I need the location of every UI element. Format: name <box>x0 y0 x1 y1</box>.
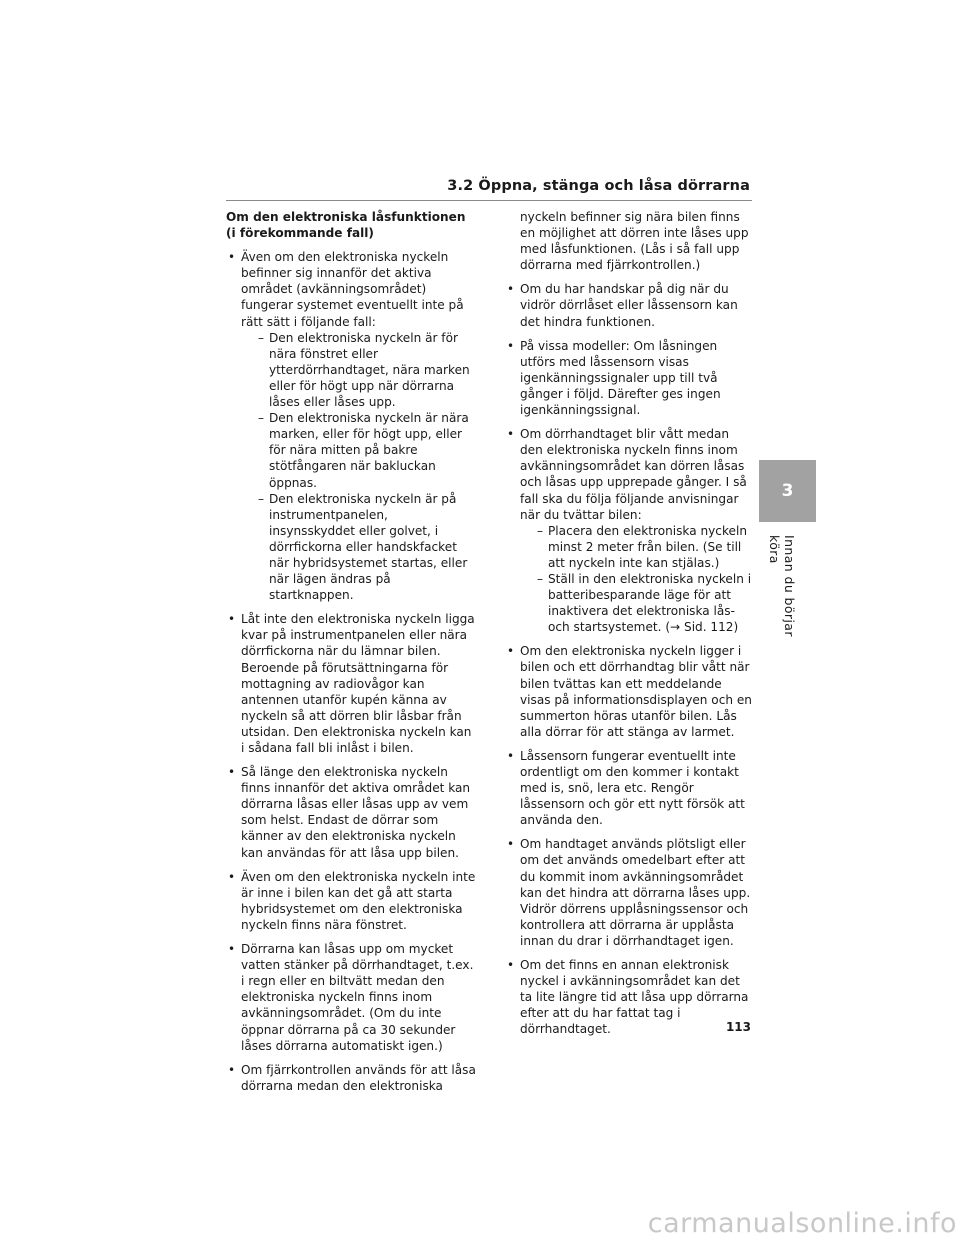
right-column <box>505 209 753 1046</box>
dash-icon: – <box>258 411 265 426</box>
list-item <box>226 764 476 861</box>
dash-icon: – <box>537 571 544 586</box>
sub-list-item <box>520 571 753 635</box>
left-column <box>226 209 476 1102</box>
bullet-icon: • <box>507 748 515 763</box>
list-item <box>226 1062 476 1094</box>
chapter-title: Innan du börjar köra <box>767 535 797 637</box>
sub-list-item-text: Den elektroniska nyckeln är för nära fönstret eller ytterdörrhandtaget, nära marken eller för högt upp när dörrarna låses eller låses upp. <box>269 330 470 410</box>
list-item-text: Även om den elektroniska nyckeln inte är inne i bilen kan det gå att starta hybridsystemet om den elektroniska nyckeln finns nära fönstret. <box>241 869 476 932</box>
list-item-text: Om det finns en annan elektronisk nyckel i avkänningsområdet kan det ta lite längre tid att låsa upp dörrarna efter att du har fattat tag i dörrhandtaget. <box>520 958 749 1037</box>
sub-list-item <box>241 491 476 604</box>
list-item <box>505 426 753 635</box>
list-item-continuation <box>505 209 753 273</box>
heading-line-2: (i förekommande fall) <box>226 226 374 241</box>
bullet-icon: • <box>228 765 236 780</box>
bullet-icon: • <box>507 427 515 442</box>
bullet-icon: • <box>228 612 236 627</box>
chapter-number-tab: 3 <box>759 460 816 522</box>
list-item-text: Så länge den elektroniska nyckeln finns innanför det aktiva området kan dörrarna låsas eller låsas upp av vem som helst. Endast de dörrar som känner av den elektroniska nyckeln kan användas för att låsa upp bilen. <box>241 765 471 860</box>
page-number: 113 <box>725 1020 751 1034</box>
dash-icon: – <box>537 523 544 538</box>
dash-icon: – <box>258 491 265 506</box>
list-item-text: Låssensorn fungerar eventuellt inte ordentligt om den kommer i kontakt med is, snö, lera etc. Rengör låssensorn och gör ett nytt försök att använda den. <box>520 748 745 828</box>
list-item-text: Om dörrhandtaget blir vått medan den elektroniska nyckeln finns inom avkänningsområdet kan dörren låsas och låsas upp upprepade gånger. I så fall ska du följa följande anvisningar när du tvättar bilen: <box>520 427 747 522</box>
list-item <box>505 281 753 329</box>
list-item <box>226 611 476 756</box>
list-item-text: Om fjärrkontrollen används för att låsa dörrarna medan den elektroniska <box>241 1062 476 1093</box>
list-item <box>226 249 476 603</box>
list-item <box>505 643 753 740</box>
bullet-icon: • <box>228 942 236 957</box>
sub-list-item <box>241 410 476 490</box>
bullet-icon: • <box>228 250 236 265</box>
list-item <box>226 869 476 933</box>
section-heading <box>226 209 476 241</box>
list-item <box>226 941 476 1054</box>
list-item-text: Om handtaget används plötsligt eller om det används omedelbart efter att du kommit inom avkänningsområdet kan det hindra att dörrarna låses upp. Vidrör dörrens upplåsningssensor och kontrollera att dörrarna är upplåsta innan du drar i dörrhandtaget igen. <box>520 837 751 948</box>
bullet-icon: • <box>228 1062 236 1077</box>
list-item-text: Om du har handskar på dig när du vidrör dörrlåset eller låssensorn kan det hindra funktionen. <box>520 282 738 329</box>
list-item <box>505 836 753 949</box>
watermark: carmanualsonline.info <box>647 1208 957 1239</box>
dash-icon: – <box>258 330 265 345</box>
sub-list-item-text: Den elektroniska nyckeln är på instrumentpanelen, insynsskyddet eller golvet, i dörrfickorna eller handskfacket när hybridsystemet startas, eller när lägen ändras på startknappen. <box>269 491 468 603</box>
sub-list-item <box>520 523 753 571</box>
list-item-text: Om den elektroniska nyckeln ligger i bilen och ett dörrhandtag blir vått när bilen tvättas kan ett meddelande visas på informationsdisplayen och en summerton höras utanför bilen. Lås alla dörrar för att stänga av larmet. <box>520 644 752 739</box>
list-item-text: På vissa modeller: Om låsningen utförs med låssensorn visas igenkänningssignaler upp till två gånger i följd. Därefter ges ingen igenkänningssignal. <box>520 338 721 418</box>
bullet-icon: • <box>507 644 515 659</box>
list-item-text: Låt inte den elektroniska nyckeln ligga kvar på instrumentpanelen eller nära dörrfickorna när du lämnar bilen. Beroende på förutsättningarna för mottagning av radiovågor kan antennen utanför kupén känna av nyckeln så att dörren blir låsbar från utsidan. Den elektroniska nyckeln kan i sådana fall bli inlåst i bilen. <box>241 612 475 755</box>
list-item-text: Dörrarna kan låsas upp om mycket vatten stänker på dörrhandtaget, t.ex. i regn eller en biltvätt medan den elektroniska nyckeln finns inom avkänningsområdet. (Om du inte öppnar dörrarna på ca 30 sekunder låses dörrarna automatiskt igen.) <box>241 942 474 1053</box>
sub-list-item <box>241 330 476 410</box>
bullet-icon: • <box>228 869 236 884</box>
list-item <box>505 748 753 828</box>
sub-list-item-text: Den elektroniska nyckeln är nära marken, eller för högt upp, eller för nära mitten på bakre stötfångaren när bakluckan öppnas. <box>269 411 469 490</box>
bullet-icon: • <box>507 958 515 973</box>
list-item-text: Även om den elektroniska nyckeln befinner sig innanför det aktiva området (avkänningsområdet) fungerar systemet eventuellt inte på rätt sätt i följande fall: <box>241 250 464 329</box>
bullet-icon: • <box>507 282 515 297</box>
bullet-icon: • <box>507 837 515 852</box>
sub-list-item-text: Placera den elektroniska nyckeln minst 2 meter från bilen. (Se till att nyckeln inte kan stjälas.) <box>548 523 747 570</box>
heading-line-1: Om den elektroniska låsfunktionen <box>226 210 466 224</box>
bullet-icon: • <box>507 338 515 353</box>
sub-list-item-text: Ställ in den elektroniska nyckeln i batteribesparande läge för att inaktivera det elektroniska lås- och startsystemet. (→ Sid. 112) <box>548 571 752 635</box>
list-item-text: nyckeln befinner sig nära bilen finns en möjlighet att dörren inte låses upp med låsfunktionen. (Lås i så fall upp dörrarna med fjärrkontrollen.) <box>520 210 749 273</box>
list-item <box>505 338 753 418</box>
header-divider <box>226 200 752 201</box>
section-title: 3.2 Öppna, stänga och låsa dörrarna <box>447 178 750 194</box>
